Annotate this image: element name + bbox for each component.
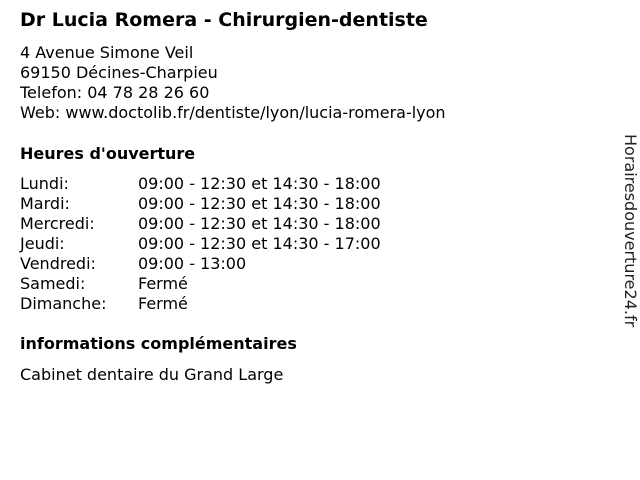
hours-row-saturday	[20, 274, 381, 294]
hours-time: 09:00 - 12:30 et 14:30 - 18:00	[138, 214, 381, 233]
hours-time: Fermé	[138, 274, 188, 293]
hours-day: Samedi:	[20, 274, 86, 293]
hours-day: Dimanche:	[20, 294, 107, 313]
opening-hours-table	[20, 174, 381, 314]
page-title: Dr Lucia Romera - Chirurgien-dentiste	[20, 9, 428, 31]
hours-day: Mercredi:	[20, 214, 95, 233]
hours-day: Jeudi:	[20, 234, 65, 253]
site-watermark: Horairesdouverture24.fr	[621, 134, 640, 328]
hours-time: 09:00 - 12:30 et 14:30 - 18:00	[138, 194, 381, 213]
hours-time: 09:00 - 13:00	[138, 254, 247, 273]
hours-time: Fermé	[138, 294, 188, 313]
website-text: Web: www.doctolib.fr/dentiste/lyon/lucia-romera-lyon	[20, 103, 446, 122]
hours-row-monday	[20, 174, 381, 194]
address-block	[20, 43, 446, 123]
hours-time: 09:00 - 12:30 et 14:30 - 18:00	[138, 174, 381, 193]
additional-info-heading: informations complémentaires	[20, 334, 297, 353]
hours-day: Mardi:	[20, 194, 70, 213]
additional-info-text: Cabinet dentaire du Grand Large	[20, 365, 284, 384]
hours-day: Lundi:	[20, 174, 69, 193]
hours-row-friday	[20, 254, 381, 274]
hours-row-thursday	[20, 234, 381, 254]
hours-row-tuesday	[20, 194, 381, 214]
opening-hours-heading: Heures d'ouverture	[20, 144, 196, 163]
hours-time: 09:00 - 12:30 et 14:30 - 17:00	[138, 234, 381, 253]
hours-day: Vendredi:	[20, 254, 96, 273]
address-street: 4 Avenue Simone Veil	[20, 43, 194, 62]
phone-number: Telefon: 04 78 28 26 60	[20, 83, 210, 102]
address-city: 69150 Décines-Charpieu	[20, 63, 218, 82]
hours-row-wednesday	[20, 214, 381, 234]
hours-row-sunday	[20, 294, 381, 314]
